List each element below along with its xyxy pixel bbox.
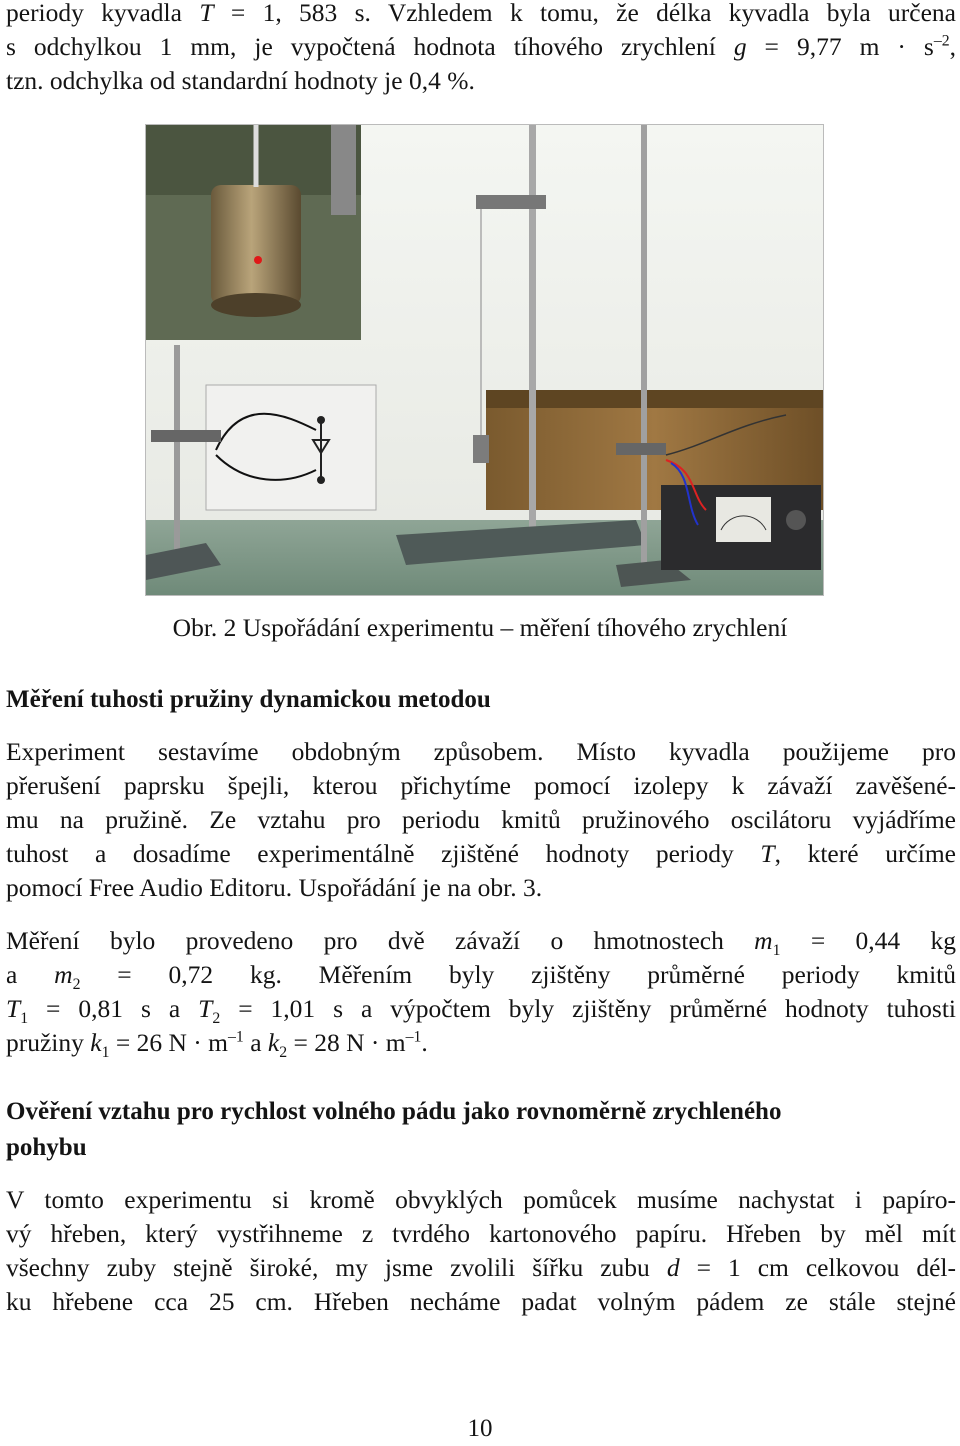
text-line: a $m_2 = 0,72$ kg. Měřením byly zjištěny průměrné periody kmitů (6, 960, 956, 994)
text-line: ku hřebene cca 25 cm. Hřeben necháme padat volným pádem ze stále stejné (6, 1287, 956, 1316)
heading-line: Ověření vztahu pro rychlost volného pádu jako rovnoměrně zrychleného (6, 1098, 782, 1125)
page-number: 10 (467, 1415, 493, 1442)
section-heading-free-fall (6, 1094, 956, 1166)
text-line: V tomto experimentu si kromě obvyklých pomůcek musíme nachystat i papíro- (6, 1185, 956, 1214)
text-line: Experiment sestavíme obdobným způsobem. Místo kyvadla použijeme pro (6, 737, 956, 766)
text-line: mu na pružině. Ze vztahu pro periodu kmitů pružinového oscilátoru vyjádříme (6, 805, 956, 834)
paragraph-comb-experiment (6, 1183, 956, 1319)
text-line: $T_1 = 0,81$ s a $T_2 = 1,01$ s a výpočtem byly zjištěny průměrné hodnoty tuhosti (6, 994, 956, 1028)
section-heading-spring-stiffness: Měření tuhosti pružiny dynamickou metodou (6, 686, 491, 713)
text-line: Měření bylo provedeno pro dvě závaží o hmotnostech $m_1 = 0,44$ kg (6, 926, 956, 960)
text-line: vý hřeben, který vystřihneme z tvrdého kartonového papíru. Hřeben by měl mít (6, 1219, 956, 1248)
text-line: pomocí Free Audio Editoru. Uspořádání je na obr. 3. (6, 873, 543, 902)
text-line: tuhost a dosadíme experimentálně zjištěné hodnoty periody T, které určíme (6, 839, 956, 868)
heading-line: pohybu (6, 1134, 87, 1161)
text-line: všechny zuby stejně široké, my jsme zvolili šířku zubu d = 1 cm celkovou dél- (6, 1253, 956, 1282)
top-line-1: periody kyvadla T = 1, 583 s. Vzhledem k tomu, že délka kyvadla byla určena (6, 0, 956, 27)
paragraph-measurement-results (6, 924, 956, 1060)
top-paragraph (6, 0, 956, 98)
experiment-photo (145, 124, 824, 596)
paragraph-spring-method (6, 735, 956, 905)
figure-caption: Obr. 2 Uspořádání experimentu – měření tíhového zrychlení (172, 613, 788, 642)
text-line: pružiny $k_1 = 26$ $N \cdot m^{-1}$ a $k_2 = 28$ $N \cdot m^{-1}$. (6, 1028, 428, 1062)
top-line-3: tzn. odchylka od standardní hodnoty je 0,4 %. (6, 66, 475, 95)
top-line-2: s odchylkou 1 mm, je vypočtená hodnota tíhového zrychlení g = 9,77 $m \cdot s^{-2}$, (6, 32, 956, 61)
text-line: přerušení paprsku špejli, kterou přichytíme pomocí izolepy k závaží zavěšené- (6, 771, 956, 800)
